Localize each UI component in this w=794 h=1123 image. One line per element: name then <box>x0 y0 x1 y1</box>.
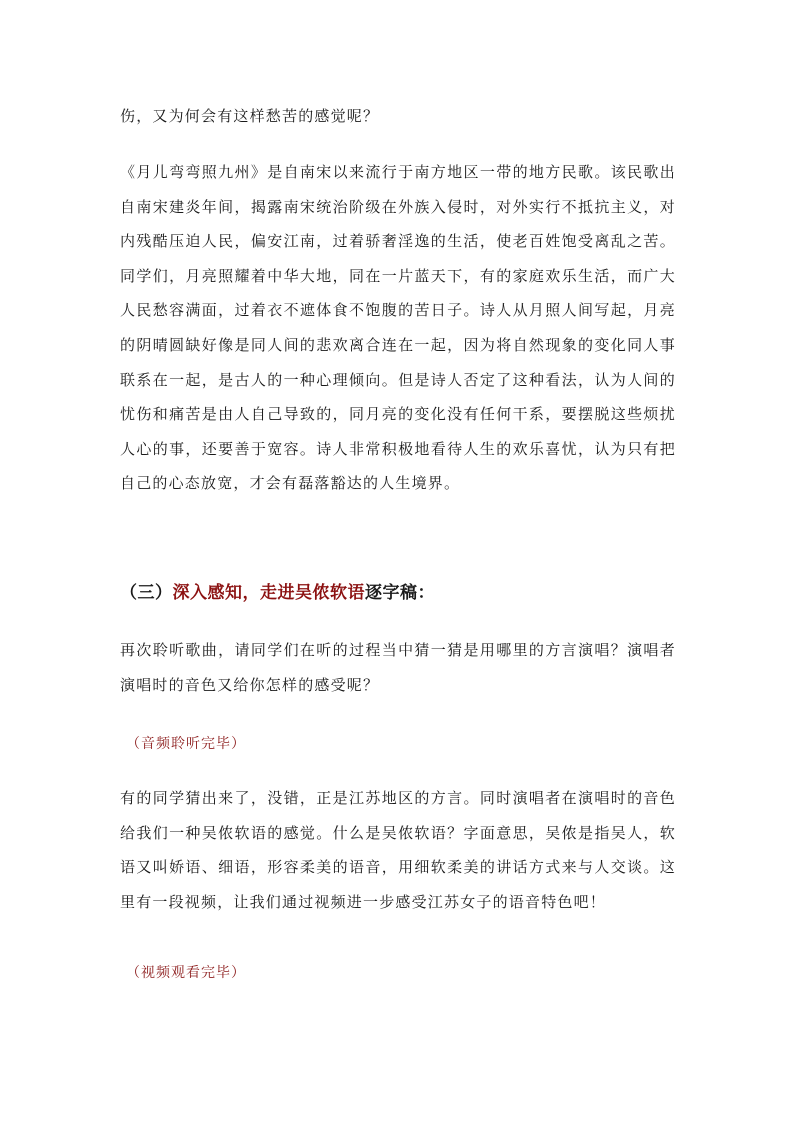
paragraph-listen-prompt: 再次聆听歌曲，请同学们在听的过程当中猜一猜是用哪里的方言演唱？演唱者演唱时的音色又给你怎样的感受呢？ <box>120 641 676 694</box>
note-video-finished: （视频观看完毕） <box>126 965 246 981</box>
section-heading <box>120 578 435 603</box>
heading-suffix: 逐字稿： <box>365 583 435 603</box>
note-audio-finished: （音频聆听完毕） <box>126 736 246 752</box>
paragraph-wu-dialect: 有的同学猜出来了，没错，正是江苏地区的方言。同时演唱者在演唱时的音色给我们一种吴侬软语的感觉。什么是吴侬软语？字面意思，吴侬是指吴人，软语又叫娇语、细语，形容柔美的语音，用细软柔美的讲话方式来与人交谈。这里有一段视频，让我们通过视频进一步感受江苏女子的语音特色吧！ <box>120 789 676 911</box>
paragraph-continuation: 伤，又为何会有这样愁苦的感觉呢？ <box>120 107 380 125</box>
paragraph-song-background: 《月儿弯弯照九州》是自南宋以来流行于南方地区一带的地方民歌。该民歌出自南宋建炎年间，揭露南宋统治阶级在外族入侵时，对外实行不抵抗主义，对内残酷压迫人民，偏安江南，过着骄奢淫逸的生活，使老百姓饱受离乱之苦。同学们，月亮照耀着中华大地，同在一片蓝天下，有的家庭欢乐生活，而广大人民愁容满面，过着衣不遮体食不饱腹的苦日子。诗人从月照人间写起，月亮的阴晴圆缺好像是同人间的悲欢离合连在一起，因为将自然现象的变化同人事联系在一起，是古人的一种心理倾向。但是诗人否定了这种看法，认为人间的忧伤和痛苦是由人自己导致的，同月亮的变化没有任何干系，要摆脱这些烦扰人心的事，还要善于宽容。诗人非常积极地看待人生的欢乐喜忧，认为只有把自己的心态放宽，才会有磊落豁达的人生境界。 <box>120 163 676 493</box>
heading-highlight: 深入感知，走进吴侬软语 <box>172 583 365 603</box>
heading-number: （三） <box>120 583 173 603</box>
